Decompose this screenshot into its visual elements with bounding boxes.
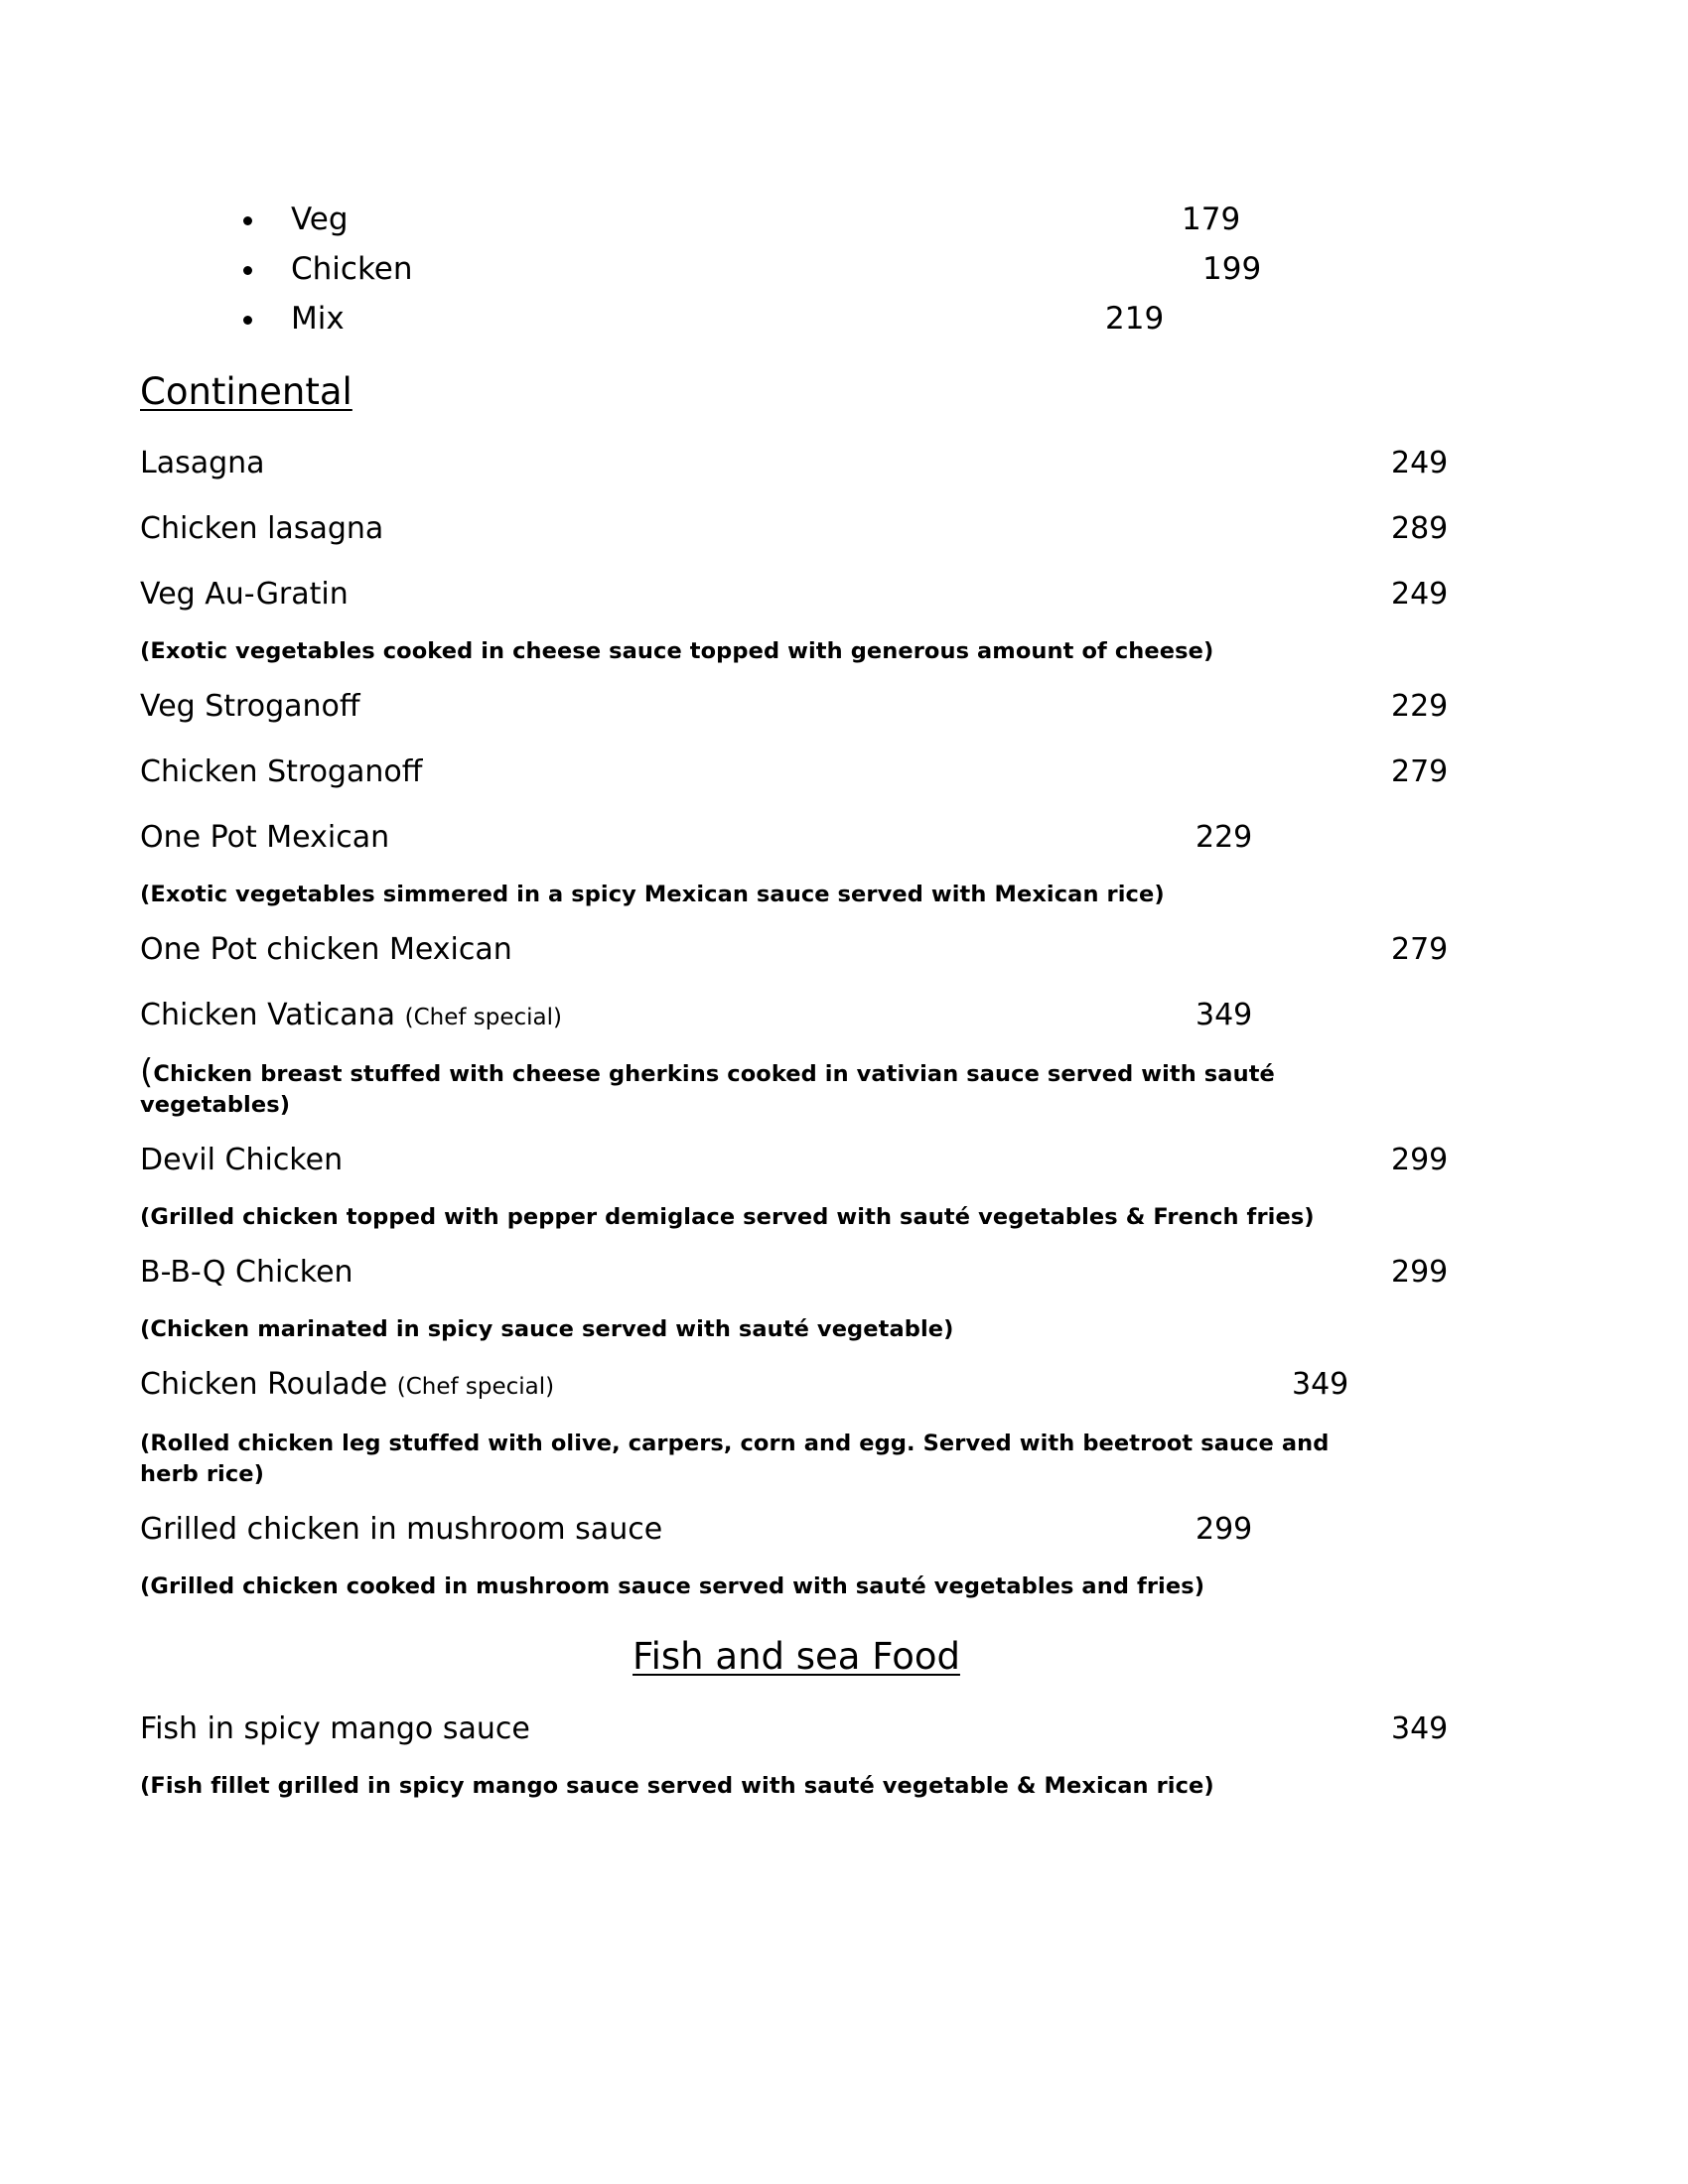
- menu-item-name: Grilled chicken in mushroom sauce: [140, 1511, 663, 1547]
- menu-item-row: [140, 1137, 1453, 1184]
- open-paren-glyph: (: [140, 1051, 154, 1092]
- section-heading: [140, 371, 1453, 414]
- list-item: [140, 195, 1453, 244]
- bullet-dot-icon: [243, 216, 252, 225]
- menu-item-price: 349: [1292, 1366, 1349, 1402]
- menu-item-name: B-B-Q Chicken: [140, 1254, 353, 1290]
- list-item-label: Chicken: [291, 251, 413, 287]
- list-item-label: Mix: [291, 301, 345, 337]
- menu-item-note: (Chef special): [396, 1373, 555, 1400]
- menu-item-price: 349: [1196, 997, 1253, 1032]
- menu-item-row: [140, 926, 1453, 974]
- menu-item-description: (Exotic vegetables cooked in cheese sauce topped with generous amount of cheese): [140, 637, 1214, 664]
- menu-item-price: 229: [1196, 819, 1253, 855]
- menu-item-description: (Grilled chicken cooked in mushroom sauce served with sauté vegetables and fries): [140, 1572, 1205, 1599]
- menu-item-row: [140, 992, 1453, 1041]
- menu-item-description-text: Chicken breast stuffed with cheese gherkins cooked in vativian sauce served with sauté vegetables): [140, 1060, 1275, 1118]
- menu-item-description: (Grilled chicken topped with pepper demiglace served with sauté vegetables & French fries): [140, 1203, 1315, 1230]
- menu-item-description: (Chicken marinated in spicy sauce served with sauté vegetable): [140, 1315, 954, 1342]
- section-heading-text: Fish and sea Food: [633, 1634, 960, 1678]
- menu-item-price: 289: [1391, 510, 1449, 546]
- list-item: [140, 294, 1453, 343]
- list-item: [140, 244, 1453, 294]
- menu-item-description: (Exotic vegetables simmered in a spicy Mexican sauce served with Mexican rice): [140, 881, 1165, 907]
- menu-item-row: [140, 440, 1453, 487]
- menu-item-name: Chicken Vaticana: [140, 997, 396, 1032]
- menu-item-name: Chicken Stroganoff: [140, 753, 423, 789]
- menu-item-row: [140, 1706, 1453, 1753]
- menu-item-price: 279: [1391, 931, 1449, 967]
- menu-item-name: Veg Stroganoff: [140, 688, 360, 724]
- list-item-price: 219: [1105, 301, 1165, 337]
- menu-item-name: One Pot chicken Mexican: [140, 931, 512, 967]
- list-item-price: 179: [1182, 202, 1241, 237]
- menu-item-name: Chicken lasagna: [140, 510, 384, 546]
- menu-item-name: Devil Chicken: [140, 1142, 344, 1177]
- menu-item-price: 229: [1391, 688, 1449, 724]
- menu-item-description: [140, 1051, 1386, 1121]
- menu-item-price: 249: [1391, 445, 1449, 480]
- section-heading-text: Continental: [140, 370, 352, 413]
- section-heading: [140, 1636, 1453, 1679]
- menu-content: [140, 0, 1453, 1818]
- bullet-dot-icon: [243, 316, 252, 325]
- menu-item-price: 299: [1196, 1511, 1253, 1547]
- menu-item-price: 299: [1391, 1254, 1449, 1290]
- menu-item-note: (Chef special): [404, 1004, 563, 1030]
- menu-item-price: 349: [1391, 1711, 1449, 1747]
- menu-sections: [140, 371, 1453, 1802]
- menu-item-row: [140, 1506, 1453, 1554]
- list-item-price: 199: [1202, 251, 1262, 287]
- bulleted-price-list: [140, 0, 1453, 343]
- menu-item-name: Lasagna: [140, 445, 265, 480]
- menu-item-row: [140, 683, 1453, 731]
- menu-item-description: (Rolled chicken leg stuffed with olive, carpers, corn and egg. Served with beetroot sauce and herb rice): [140, 1430, 1330, 1487]
- menu-item-description: (Fish fillet grilled in spicy mango sauce served with sauté vegetable & Mexican rice): [140, 1773, 1214, 1800]
- menu-item-price: 299: [1391, 1142, 1449, 1177]
- menu-item-name: Chicken Roulade: [140, 1366, 388, 1402]
- menu-item-price: 279: [1391, 753, 1449, 789]
- menu-item-price: 249: [1391, 576, 1449, 612]
- menu-item-row: [140, 1249, 1453, 1297]
- menu-item-row: [140, 505, 1453, 553]
- menu-item-name: Veg Au-Gratin: [140, 576, 349, 612]
- menu-item-name: One Pot Mexican: [140, 819, 390, 855]
- menu-item-row: [140, 814, 1453, 862]
- bullet-dot-icon: [243, 266, 252, 275]
- menu-item-row: [140, 571, 1453, 618]
- menu-item-row: [140, 749, 1453, 796]
- menu-item-row: [140, 1361, 1453, 1411]
- menu-item-name: Fish in spicy mango sauce: [140, 1711, 530, 1747]
- list-item-label: Veg: [291, 202, 349, 237]
